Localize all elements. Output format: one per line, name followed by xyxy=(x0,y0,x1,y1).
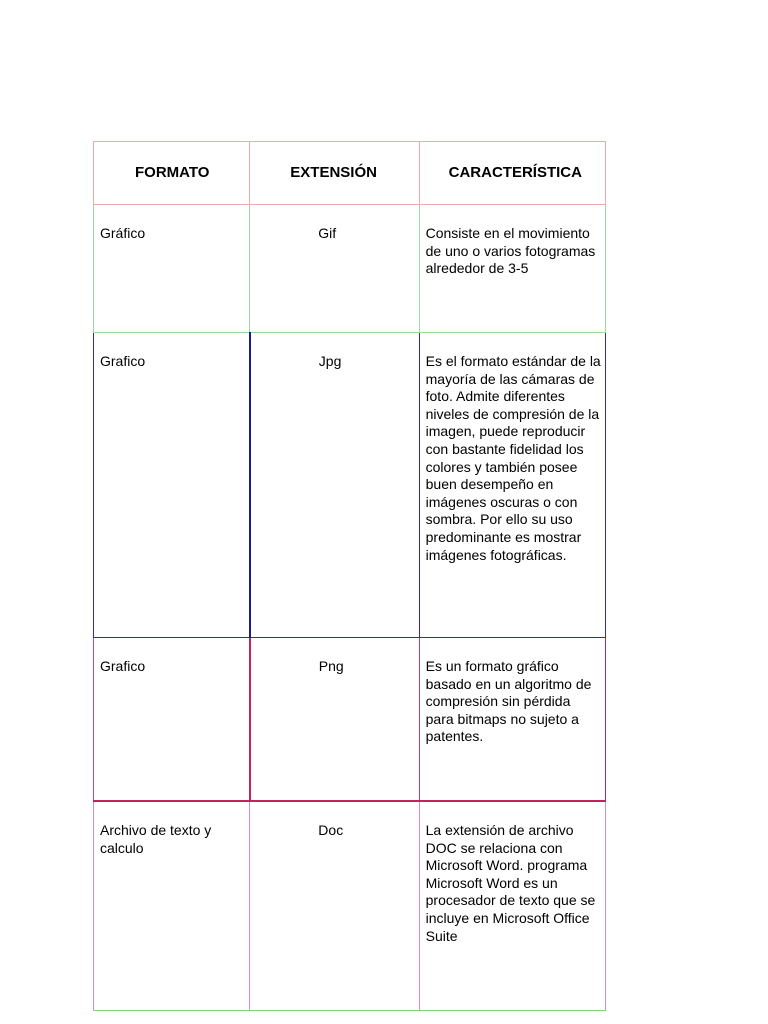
table-row xyxy=(94,638,606,802)
header-formato: FORMATO xyxy=(94,142,250,205)
cell-extension: Doc xyxy=(250,801,419,1011)
header-caracteristica: CARACTERÍSTICA xyxy=(419,142,605,205)
formats-table xyxy=(93,141,606,1011)
cell-caracteristica: Es el formato estándar de la mayoría de las cámaras de foto. Admite diferentes niveles de compresión de la imagen, puede reproducir con bastante fidelidad los colores y también posee buen desempeño en imágenes oscuras o con sombra. Por ello su uso predominante es mostrar imágenes fotográficas. xyxy=(419,333,605,638)
table-row xyxy=(94,333,606,638)
table-body xyxy=(94,205,606,1011)
cell-caracteristica: Es un formato gráfico basado en un algoritmo de compresión sin pérdida para bitmaps no sujeto a patentes. xyxy=(419,638,605,802)
cell-caracteristica: La extensión de archivo DOC se relaciona con Microsoft Word. programa Microsoft Word es un procesador de texto que se incluye en Microsoft Office Suite xyxy=(419,801,605,1011)
table-row xyxy=(94,801,606,1011)
cell-extension: Jpg xyxy=(250,333,419,638)
header-row xyxy=(94,142,606,205)
cell-formato: Grafico xyxy=(94,333,250,638)
cell-extension: Gif xyxy=(250,205,419,333)
cell-formato: Archivo de texto y calculo xyxy=(94,801,250,1011)
cell-caracteristica: Consiste en el movimiento de uno o varios fotogramas alrededor de 3-5 xyxy=(419,205,605,333)
cell-formato: Grafico xyxy=(94,638,250,802)
header-extension: EXTENSIÓN xyxy=(250,142,419,205)
cell-extension: Png xyxy=(250,638,419,802)
table-header xyxy=(94,142,606,205)
table-row xyxy=(94,205,606,333)
cell-formato: Gráfico xyxy=(94,205,250,333)
